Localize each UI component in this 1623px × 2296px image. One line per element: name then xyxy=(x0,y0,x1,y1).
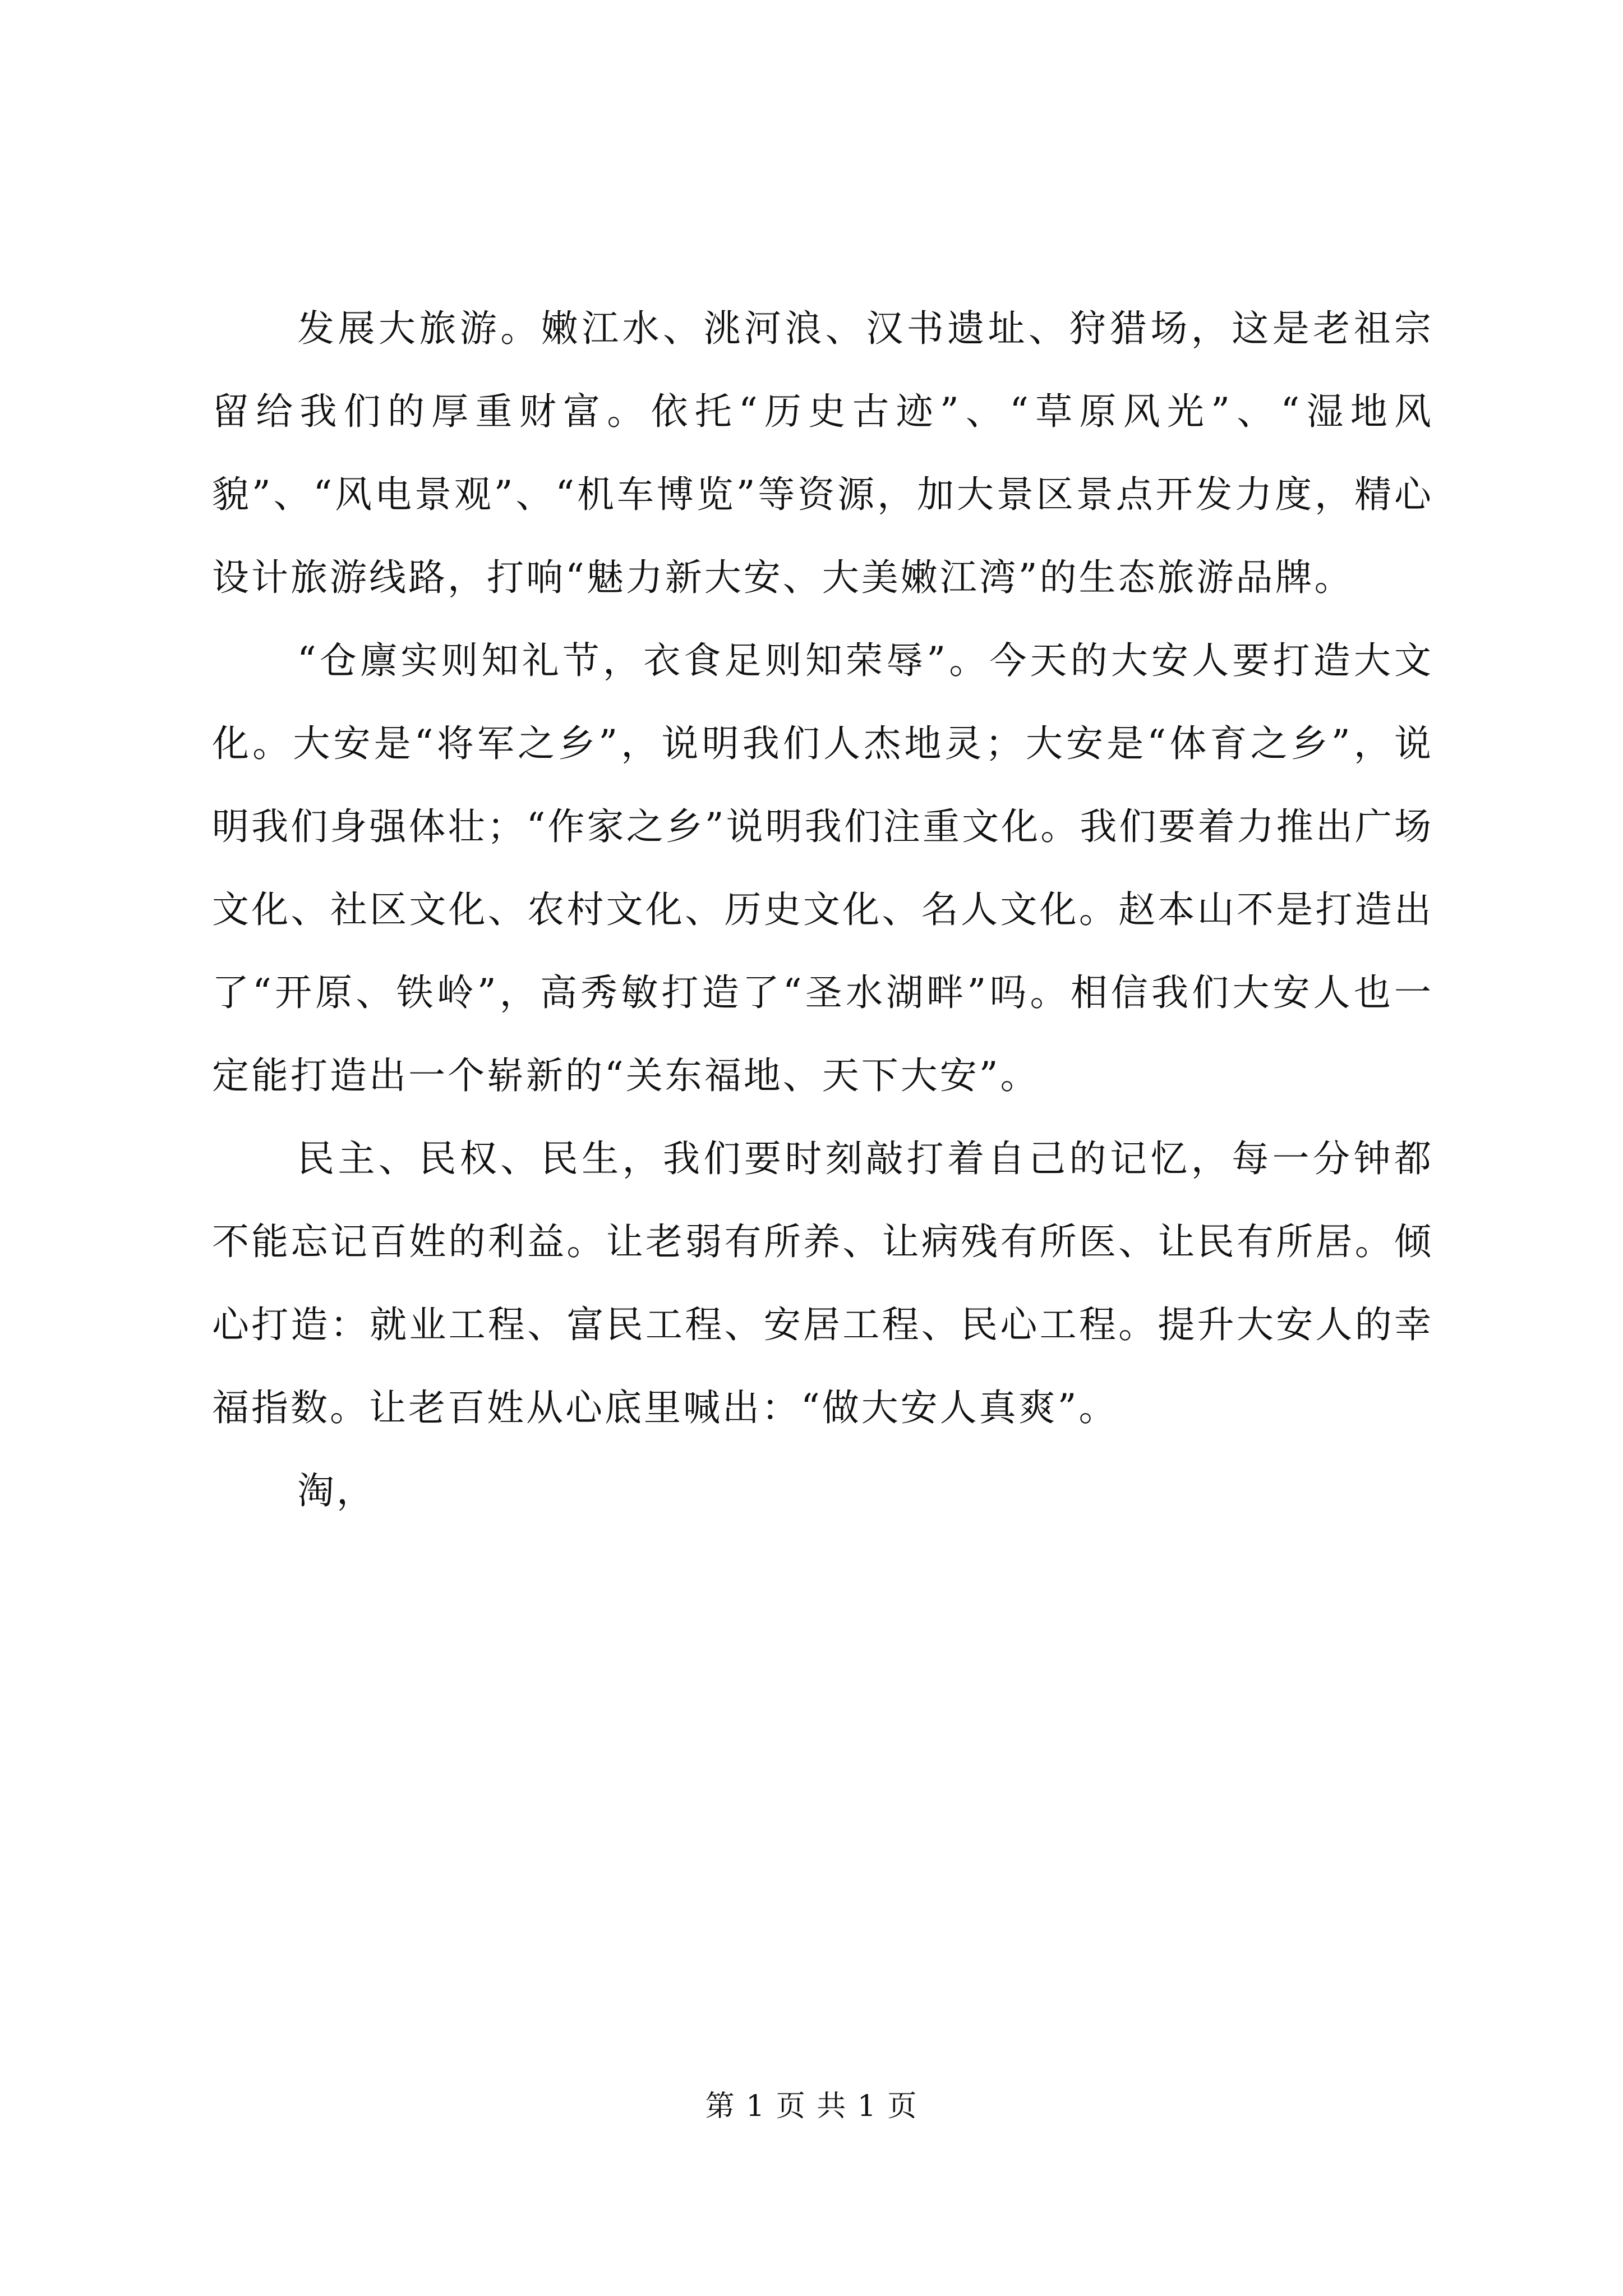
page-number-footer: 第 1 页 共 1 页 xyxy=(705,2090,918,2123)
paragraph-livelihood: 民主、民权、民生，我们要时刻敲打着自己的记忆，每一分钟都不能忘记百姓的利益。让老弱有所养、让病残有所医、让民有所居。倾心打造：就业工程、富民工程、安居工程、民心工程。提升大安人的幸福指数。让老百姓从心底里喊出：“做大安人真爽”。 xyxy=(212,1137,1433,1429)
paragraph-culture: “仓廪实则知礼节，衣食足则知荣辱”。今天的大安人要打造大文化。大安是“将军之乡”，说明我们人杰地灵；大安是“体育之乡”，说明我们身强体壮；“作家之乡”说明我们注重文化。我们要着力推出广场文化、社区文化、农村文化、历史文化、名人文化。赵本山不是打造出了“开原、铁岭”，高秀敏打造了“圣水湖畔”吗。相信我们大安人也一定能打造出一个崭新的“关东福地、天下大安”。 xyxy=(212,639,1433,1097)
paragraph-tourism: 发展大旅游。嫩江水、洮河浪、汉书遗址、狩猎场，这是老祖宗留给我们的厚重财富。依托“历史古迹”、“草原风光”、“湿地风貌”、“风电景观”、“机车博览”等资源，加大景区景点开发力度，精心设计旅游线路，打响“魅力新大安、大美嫩江湾”的生态旅游品牌。 xyxy=(212,307,1433,599)
paragraph-fragment: 淘， xyxy=(297,1469,376,1512)
document-body xyxy=(212,287,1433,1533)
